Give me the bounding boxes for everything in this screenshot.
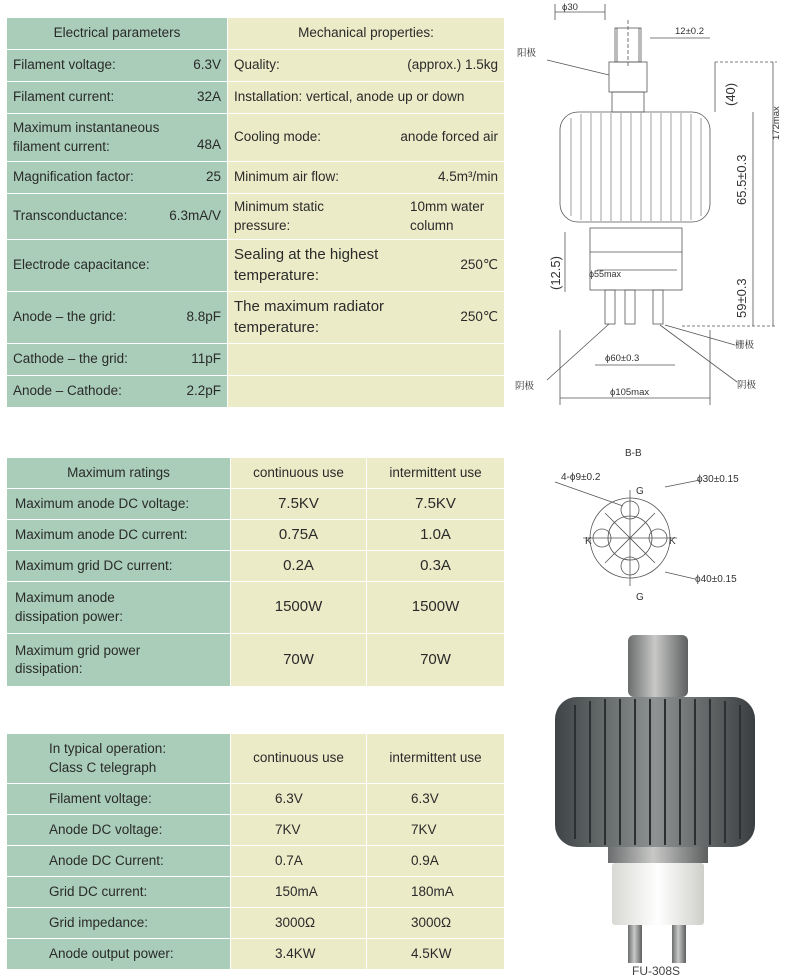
ratings-continuous: 0.2A	[231, 551, 367, 582]
typical-continuous: 3.4KW	[231, 939, 367, 970]
tube-flange	[608, 847, 708, 863]
ratings-col-intermittent: intermittent use	[367, 458, 505, 489]
tube-pin-right	[672, 925, 686, 963]
section-d30: ϕ30±0.15	[697, 474, 739, 485]
ratings-intermittent: 70W	[367, 634, 505, 687]
label-anode: 阳极	[517, 48, 537, 59]
mech-label: Sealing at the highest temperature:	[234, 246, 379, 284]
mech-label: Quality:	[234, 57, 280, 73]
section-d40: ϕ40±0.15	[695, 574, 737, 585]
typical-continuous: 150mA	[231, 877, 367, 908]
ratings-continuous: 70W	[231, 634, 367, 687]
typical-intermittent: 0.9A	[367, 846, 505, 877]
dim-phi55: ϕ55max	[589, 269, 622, 279]
typical-continuous: 7KV	[231, 815, 367, 846]
ratings-intermittent: 7.5KV	[367, 489, 505, 520]
el-value: 2.2pF	[186, 383, 221, 399]
mech-label: Installation: vertical, anode up or down	[234, 89, 465, 105]
tube-ceramic-base	[612, 863, 704, 925]
dim-phi105: ϕ105max	[610, 387, 650, 398]
typical-header	[7, 734, 231, 784]
electrical-mechanical-table	[6, 17, 505, 408]
el-label: Electrode capacitance:	[13, 257, 150, 273]
typical-intermittent: 6.3V	[367, 784, 505, 815]
section-grid-top: G	[636, 486, 644, 497]
electrical-header: Electrical parameters	[7, 18, 228, 50]
ratings-intermittent: 0.3A	[367, 551, 505, 582]
mech-value: anode forced air	[400, 129, 498, 145]
typical-continuous: 3000Ω	[231, 908, 367, 939]
section-holes: 4-ϕ9±0.2	[561, 472, 601, 483]
el-value: 48A	[196, 136, 221, 152]
ratings-header: Maximum ratings	[7, 458, 231, 489]
el-value: 32A	[196, 89, 221, 105]
el-label: Anode – Cathode:	[13, 383, 122, 399]
typical-continuous: 6.3V	[231, 784, 367, 815]
section-cathode-right: K	[669, 536, 676, 547]
el-value: 6.3V	[193, 57, 221, 73]
mechanical-header: Mechanical properties:	[228, 18, 505, 50]
el-value: 6.3mA/V	[169, 208, 221, 224]
mech-value: 10mm water column	[410, 199, 485, 233]
dim-172: 172max	[771, 106, 782, 140]
el-label: Filament current:	[13, 89, 115, 105]
ratings-col-continuous: continuous use	[231, 458, 367, 489]
label-cathode-right: 阴极	[737, 380, 757, 391]
typical-intermittent: 7KV	[367, 815, 505, 846]
dim-40: (40)	[723, 82, 738, 106]
dim-phi60: ϕ60±0.3	[605, 353, 640, 364]
typical-intermittent: 4.5KW	[367, 939, 505, 970]
label-grid: 栅极	[735, 340, 755, 351]
mech-label: Minimum static pressure:	[234, 199, 325, 233]
section-grid-bottom: G	[636, 592, 644, 603]
typical-label: Grid DC current:	[7, 877, 231, 908]
ratings-continuous: 1500W	[231, 582, 367, 634]
typical-col-continuous: continuous use	[231, 734, 367, 784]
dim-59: 59±0.3	[734, 278, 749, 318]
product-caption: FU-308S	[632, 964, 681, 978]
ratings-continuous: 0.75A	[231, 520, 367, 551]
ratings-label: Maximum anode dissipation power:	[7, 582, 231, 634]
dim-12: 12±0.2	[675, 26, 704, 37]
mech-value: (approx.) 1.5kg	[407, 57, 498, 73]
mech-label: Cooling mode:	[234, 129, 322, 145]
ratings-label: Maximum grid DC current:	[7, 551, 231, 582]
el-value: 25	[205, 169, 221, 185]
tube-dimension-drawing	[505, 0, 800, 420]
typical-intermittent: 3000Ω	[367, 908, 505, 939]
mech-empty-cell	[228, 344, 505, 376]
el-label: Transconductance:	[13, 208, 128, 224]
el-label: Maximum instantaneous filament current:	[13, 120, 160, 154]
mech-label: Minimum air flow:	[234, 169, 340, 185]
mech-empty-cell	[228, 376, 505, 408]
el-value: 11pF	[191, 351, 221, 367]
maximum-ratings-table	[6, 457, 505, 687]
ratings-label: Maximum anode DC current:	[7, 520, 231, 551]
typical-col-intermittent: intermittent use	[367, 734, 505, 784]
el-label: Magnification factor:	[13, 169, 134, 185]
tube-top-cap	[628, 635, 688, 697]
typical-continuous: 0.7A	[231, 846, 367, 877]
base-section-b-b	[505, 432, 800, 612]
section-title: B-B	[625, 448, 642, 459]
mech-value: 250℃	[460, 309, 498, 325]
mech-label: The maximum radiator temperature:	[234, 298, 385, 336]
typical-label: Anode DC voltage:	[7, 815, 231, 846]
dim-phi30: ϕ30	[562, 2, 578, 13]
ratings-intermittent: 1500W	[367, 582, 505, 634]
el-label: Filament voltage:	[13, 57, 116, 73]
tube-pin-left	[628, 925, 642, 963]
section-cathode-left: K	[585, 536, 592, 547]
mech-value: 250℃	[460, 257, 498, 273]
el-label: Anode – the grid:	[13, 309, 116, 325]
dim-12-5: (12.5)	[548, 256, 563, 290]
tube-photo	[540, 625, 800, 970]
typical-header-text: In typical operation: Class C telegraph	[49, 741, 167, 775]
ratings-continuous: 7.5KV	[231, 489, 367, 520]
typical-label: Anode output power:	[7, 939, 231, 970]
label-cathode-left: 阴极	[515, 381, 535, 392]
el-label: Cathode – the grid:	[13, 351, 128, 367]
ratings-intermittent: 1.0A	[367, 520, 505, 551]
el-value: 8.8pF	[186, 309, 221, 325]
typical-label: Filament voltage:	[7, 784, 231, 815]
typical-intermittent: 180mA	[367, 877, 505, 908]
ratings-label: Maximum grid power dissipation:	[7, 634, 231, 687]
mech-value: 4.5m³/min	[437, 169, 498, 185]
dim-65-5: 65.5±0.3	[734, 154, 749, 205]
ratings-label: Maximum anode DC voltage:	[7, 489, 231, 520]
typical-label: Grid impedance:	[7, 908, 231, 939]
typical-operation-table	[6, 733, 505, 970]
typical-label: Anode DC Current:	[7, 846, 231, 877]
